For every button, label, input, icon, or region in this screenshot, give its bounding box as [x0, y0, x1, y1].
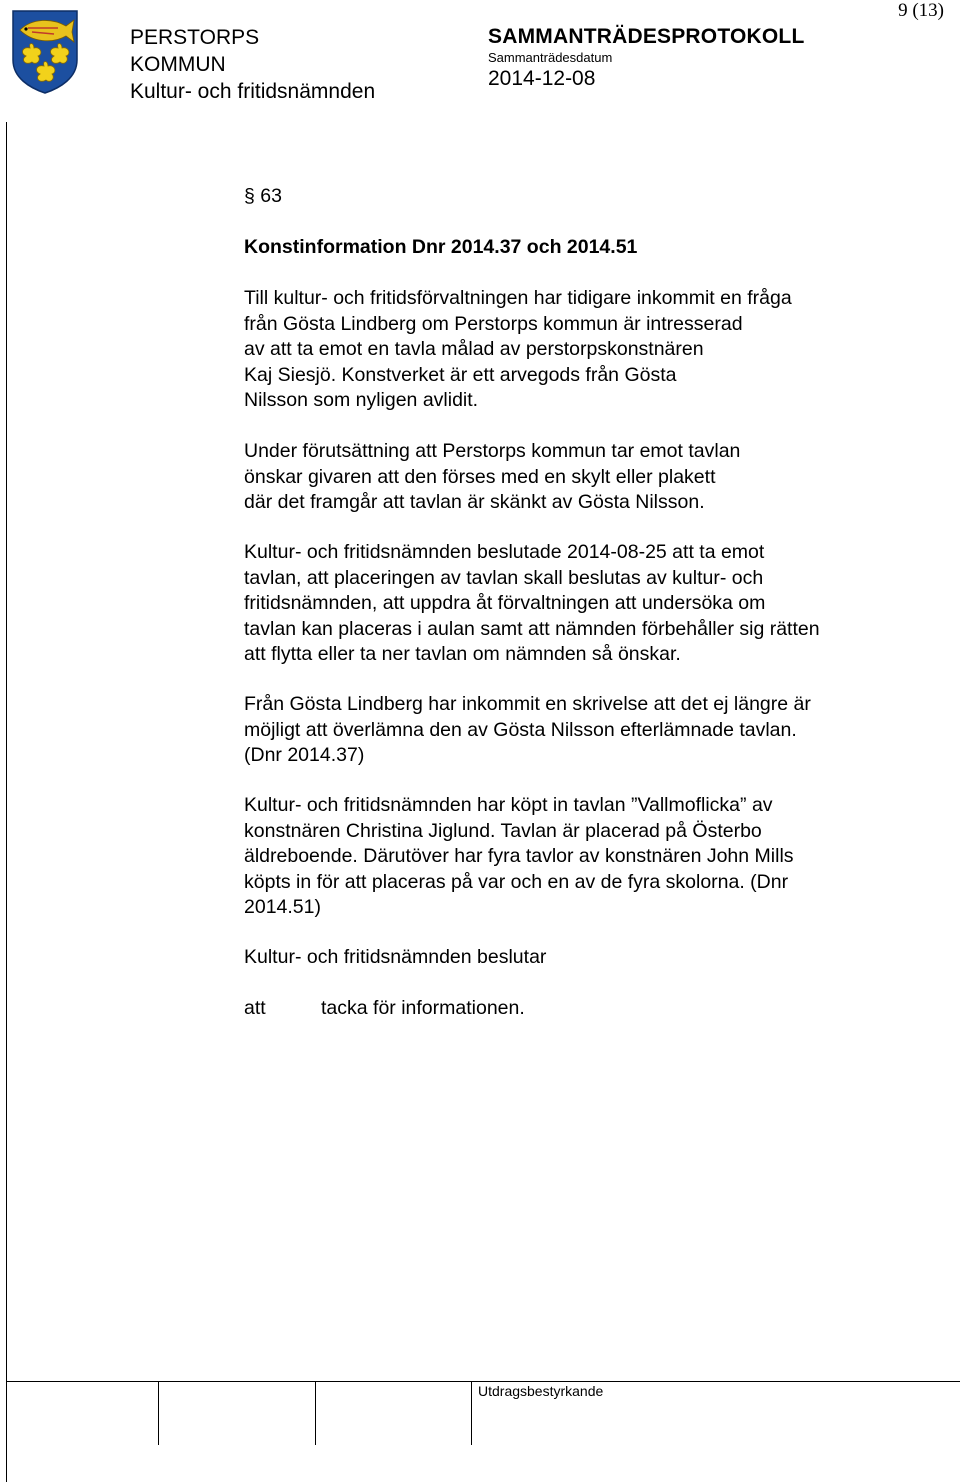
text-line: (Dnr 2014.37)	[244, 744, 365, 766]
protocol-header	[488, 24, 804, 92]
document-title: SAMMANTRÄDESPROTOKOLL	[488, 25, 805, 48]
text-line: Kultur- och fritidsnämnden har köpt in tavlan ”Vallmoflicka” av	[244, 794, 773, 816]
section-symbol: §	[244, 185, 255, 207]
date-value: 2014-12-08	[488, 67, 596, 90]
section-value: 63	[260, 185, 282, 207]
text-line: Nilsson som nyligen avlidit.	[244, 389, 479, 411]
paragraph-3	[244, 540, 944, 668]
date-label: Sammanträdesdatum	[488, 50, 613, 65]
text-line: Kaj Siesjö. Konstverket är ett arvegods från Gösta	[244, 363, 677, 386]
text-line: köpts in för att placeras på var och en av de fyra skolorna. (Dnr	[244, 870, 789, 893]
text-line: där det framgår att tavlan är skänkt av Gösta Nilsson.	[244, 491, 705, 513]
paragraph-6	[244, 945, 944, 971]
org-line-3: Kultur- och fritidsnämnden	[130, 80, 376, 103]
signature-box-divider	[315, 1381, 316, 1445]
decision-att: att	[244, 997, 266, 1019]
left-margin-line	[6, 122, 7, 1482]
text-line: Till kultur- och fritidsförvaltningen har tidigare inkommit en fråga	[244, 287, 792, 309]
text-line: äldreboende. Därutöver har fyra tavlor av konstnären John Mills	[244, 845, 794, 867]
signature-box-divider	[158, 1381, 159, 1445]
paragraph-2	[244, 439, 944, 516]
text-line: fritidsnämnden, att uppdra åt förvaltningen att undersöka om	[244, 592, 766, 614]
text-line: Från Gösta Lindberg har inkommit en skrivelse att det ej längre är	[244, 693, 811, 715]
text-line: tavlan kan placeras i aulan samt att nämnden förbehåller sig rätten	[244, 617, 820, 640]
text-line: av att ta emot en tavla målad av perstorpskonstnären	[244, 338, 704, 360]
page-number: 9 (13)	[898, 0, 944, 21]
paragraph-4	[244, 692, 944, 769]
text-line: konstnären Christina Jiglund. Tavlan är placerad på Österbo	[244, 819, 762, 842]
org-line-2: KOMMUN	[130, 53, 226, 76]
text-line: önskar givaren att den förses med en skylt eller plakett	[244, 465, 716, 488]
text-line: möjligt att överlämna den av Gösta Nilsson efterlämnade tavlan.	[244, 718, 797, 741]
org-line-1: PERSTORPS	[130, 26, 260, 49]
text-line: från Gösta Lindberg om Perstorps kommun är intresserad	[244, 312, 743, 335]
paragraph-1	[244, 286, 944, 414]
certification-label: Utdragsbestyrkande	[478, 1383, 604, 1399]
coat-of-arms-icon	[10, 8, 80, 94]
text-line: att flytta eller ta ner tavlan om nämnden så önskar.	[244, 643, 681, 665]
text-line: tavlan, att placeringen av tavlan skall beslutas av kultur- och	[244, 566, 764, 589]
decision-text: tacka för informationen.	[321, 997, 525, 1019]
text-line: Kultur- och fritidsnämnden beslutar	[244, 946, 547, 968]
text-line: 2014.51)	[244, 896, 321, 918]
organization-name	[130, 24, 375, 105]
paragraph-5	[244, 793, 944, 921]
section-number	[244, 184, 944, 210]
decision-line	[244, 996, 525, 1022]
section-heading: Konstinformation Dnr 2014.37 och 2014.51	[244, 236, 638, 258]
signature-box-divider	[471, 1381, 472, 1445]
footer-divider	[6, 1381, 960, 1382]
text-line: Kultur- och fritidsnämnden beslutade 2014-08-25 att ta emot	[244, 541, 765, 563]
text-line: Under förutsättning att Perstorps kommun tar emot tavlan	[244, 440, 741, 462]
